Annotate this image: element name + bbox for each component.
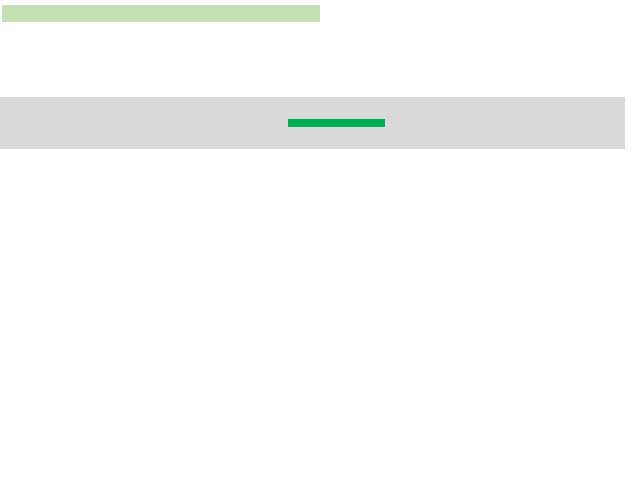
legend-header (2, 5, 320, 22)
header-encounters (136, 115, 186, 118)
header-level (288, 119, 385, 127)
